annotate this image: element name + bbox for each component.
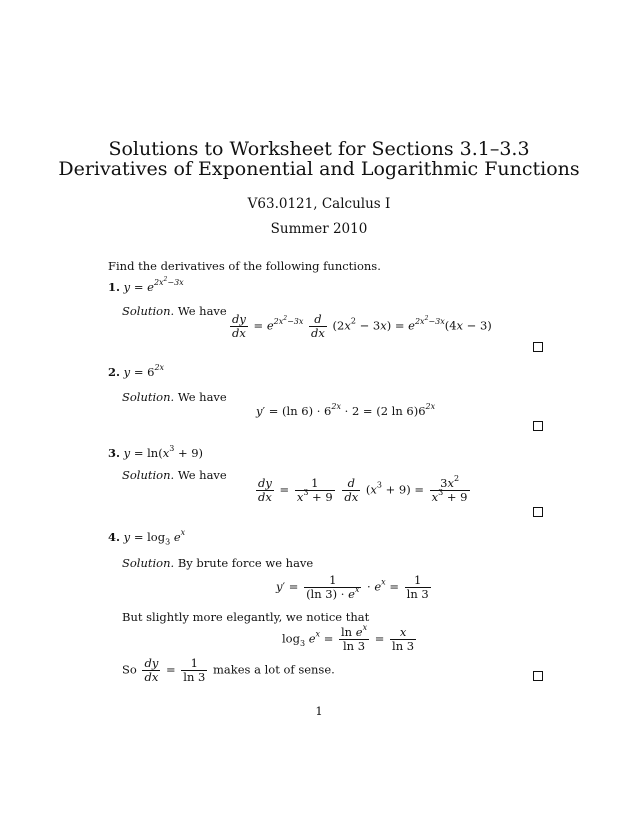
solution-1-equation: $\frac{dy}{dx}$ = $e^{2x^2-3x}$ $\frac{d}{dx}$ $(2x^2 - 3x) = e^{2x^2-3x}(4x - 3)$ [232,312,492,341]
solution-4-label: Solution. By brute force we have [122,556,314,570]
problem-number: 2. [108,365,121,379]
problem-1: 1. $y = e^{2x^2-3x}$ [108,276,184,294]
problem-number: 1. [108,280,121,294]
solution-4-equation-2: $\log_3 e^x$ = $\frac{\ln e^x}{\ln 3}$ = $\frac{x}{\ln 3}$ [282,623,415,654]
qed-4 [533,671,543,681]
problem-2: 2. $y = 6^{2x}$ [108,363,165,379]
page-number: 1 [315,704,323,718]
problem-number: 4. [108,530,121,544]
elegant-text: But slightly more elegantly, we notice that [122,610,370,624]
conclusion: So $\frac{dy}{dx}$ = $\frac{1}{\ln 3}$ makes a lot of sense. [122,656,335,685]
solution-2-equation: y′ = (ln $6) \cdot 6^{2x} \cdot 2 = (2$ $\ln 6)6^{2x}$ [256,402,436,418]
solution-3-label: Solution. We have [122,468,227,482]
problem-3: 3. $y = \ln(x^3 + 9)$ [108,444,204,460]
solution-4-equation-1: y′ = $\frac{1}{(\ln 3) \cdot e^x}$ · $e^x$ = $\frac{1}{\ln 3}$ [276,573,429,602]
solution-2-label: Solution. We have [122,390,227,404]
qed-1 [533,342,543,352]
intro-text: Find the derivatives of the following functions. [108,259,381,273]
title-line-1: Solutions to Worksheet for Sections 3.1–3.3 [108,138,530,160]
title-line-2: Derivatives of Exponential and Logarithmic Functions [58,158,580,180]
problem-4: 4. $y = \log_3 e^x$ [108,528,186,547]
problem-number: 3. [108,446,121,460]
solution-1-label: Solution. We have [122,304,227,318]
term: Summer 2010 [270,221,368,237]
qed-3 [533,507,543,517]
qed-2 [533,421,543,431]
solution-3-equation: $\frac{dy}{dx}$ = $\frac{1}{x^3 + 9}$ $\frac{d}{dx}$ $(x^3 + 9)$ = $\frac{3x^2}{x^3 + 9}$ [258,474,468,505]
course-code: V63.0121, Calculus I [247,196,391,212]
